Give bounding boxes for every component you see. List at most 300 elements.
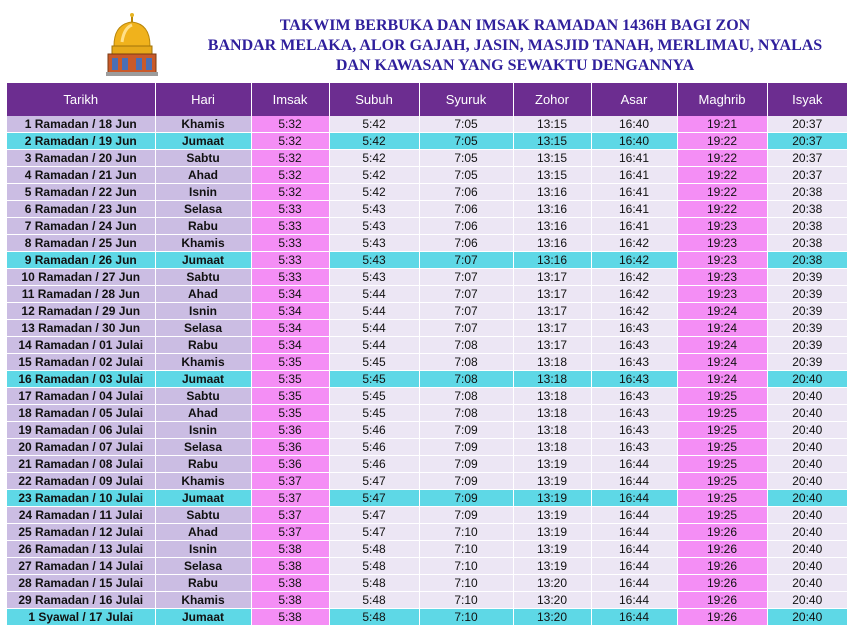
cell-asar: 16:44 — [591, 558, 677, 575]
cell-maghrib: 19:23 — [677, 286, 767, 303]
cell-isyak: 20:37 — [767, 116, 847, 133]
cell-maghrib: 19:25 — [677, 507, 767, 524]
cell-tarikh: 18 Ramadan / 05 Julai — [7, 405, 155, 422]
cell-isyak: 20:40 — [767, 388, 847, 405]
cell-imsak: 5:34 — [251, 320, 329, 337]
cell-maghrib: 19:26 — [677, 558, 767, 575]
cell-asar: 16:42 — [591, 303, 677, 320]
cell-maghrib: 19:22 — [677, 150, 767, 167]
cell-maghrib: 19:23 — [677, 269, 767, 286]
cell-tarikh: 24 Ramadan / 11 Julai — [7, 507, 155, 524]
table-row — [7, 116, 847, 133]
cell-asar: 16:41 — [591, 218, 677, 235]
cell-maghrib: 19:23 — [677, 235, 767, 252]
cell-isyak: 20:39 — [767, 354, 847, 371]
cell-hari: Khamis — [155, 354, 251, 371]
table-row — [7, 201, 847, 218]
cell-tarikh: 16 Ramadan / 03 Julai — [7, 371, 155, 388]
cell-tarikh: 9 Ramadan / 26 Jun — [7, 252, 155, 269]
cell-zohor: 13:18 — [513, 439, 591, 456]
header-row — [7, 83, 847, 116]
cell-subuh: 5:47 — [329, 490, 419, 507]
cell-imsak: 5:36 — [251, 422, 329, 439]
cell-subuh: 5:43 — [329, 201, 419, 218]
cell-hari: Jumaat — [155, 133, 251, 150]
table-row — [7, 456, 847, 473]
cell-subuh: 5:48 — [329, 609, 419, 626]
cell-imsak: 5:33 — [251, 269, 329, 286]
cell-syuruk: 7:08 — [419, 337, 513, 354]
cell-isyak: 20:40 — [767, 371, 847, 388]
cell-zohor: 13:18 — [513, 371, 591, 388]
cell-isyak: 20:40 — [767, 507, 847, 524]
cell-zohor: 13:15 — [513, 133, 591, 150]
cell-hari: Khamis — [155, 473, 251, 490]
cell-tarikh: 17 Ramadan / 04 Julai — [7, 388, 155, 405]
cell-zohor: 13:18 — [513, 354, 591, 371]
cell-syuruk: 7:10 — [419, 575, 513, 592]
cell-zohor: 13:20 — [513, 609, 591, 626]
cell-syuruk: 7:10 — [419, 558, 513, 575]
cell-tarikh: 6 Ramadan / 23 Jun — [7, 201, 155, 218]
cell-maghrib: 19:25 — [677, 405, 767, 422]
page-title — [170, 16, 854, 76]
cell-maghrib: 19:26 — [677, 575, 767, 592]
cell-isyak: 20:39 — [767, 303, 847, 320]
cell-subuh: 5:45 — [329, 354, 419, 371]
cell-hari: Selasa — [155, 320, 251, 337]
cell-tarikh: 7 Ramadan / 24 Jun — [7, 218, 155, 235]
cell-isyak: 20:39 — [767, 269, 847, 286]
cell-subuh: 5:46 — [329, 439, 419, 456]
cell-syuruk: 7:05 — [419, 167, 513, 184]
cell-maghrib: 19:26 — [677, 541, 767, 558]
cell-tarikh: 22 Ramadan / 09 Julai — [7, 473, 155, 490]
cell-tarikh: 11 Ramadan / 28 Jun — [7, 286, 155, 303]
cell-isyak: 20:40 — [767, 575, 847, 592]
cell-subuh: 5:47 — [329, 524, 419, 541]
cell-hari: Ahad — [155, 524, 251, 541]
cell-subuh: 5:48 — [329, 575, 419, 592]
cell-imsak: 5:36 — [251, 439, 329, 456]
cell-tarikh: 28 Ramadan / 15 Julai — [7, 575, 155, 592]
cell-tarikh: 25 Ramadan / 12 Julai — [7, 524, 155, 541]
cell-isyak: 20:40 — [767, 405, 847, 422]
cell-isyak: 20:40 — [767, 541, 847, 558]
cell-syuruk: 7:09 — [419, 456, 513, 473]
cell-maghrib: 19:25 — [677, 456, 767, 473]
cell-zohor: 13:19 — [513, 541, 591, 558]
table-row — [7, 337, 847, 354]
cell-asar: 16:44 — [591, 490, 677, 507]
cell-asar: 16:43 — [591, 439, 677, 456]
cell-tarikh: 2 Ramadan / 19 Jun — [7, 133, 155, 150]
table-row — [7, 320, 847, 337]
cell-syuruk: 7:06 — [419, 201, 513, 218]
cell-zohor: 13:17 — [513, 286, 591, 303]
table-row — [7, 235, 847, 252]
table-row — [7, 592, 847, 609]
cell-zohor: 13:16 — [513, 218, 591, 235]
cell-hari: Sabtu — [155, 388, 251, 405]
header-zohor: Zohor — [513, 83, 591, 116]
cell-subuh: 5:43 — [329, 235, 419, 252]
cell-asar: 16:41 — [591, 201, 677, 218]
cell-subuh: 5:47 — [329, 473, 419, 490]
table-row — [7, 507, 847, 524]
table-row — [7, 490, 847, 507]
cell-maghrib: 19:25 — [677, 490, 767, 507]
cell-zohor: 13:19 — [513, 490, 591, 507]
table-row — [7, 269, 847, 286]
cell-asar: 16:43 — [591, 337, 677, 354]
cell-imsak: 5:33 — [251, 218, 329, 235]
title-line-2: BANDAR MELAKA, ALOR GAJAH, JASIN, MASJID TANAH, MERLIMAU, NYALAS — [207, 37, 823, 54]
cell-maghrib: 19:26 — [677, 592, 767, 609]
cell-maghrib: 19:22 — [677, 184, 767, 201]
cell-imsak: 5:37 — [251, 473, 329, 490]
cell-zohor: 13:17 — [513, 303, 591, 320]
cell-hari: Isnin — [155, 422, 251, 439]
cell-syuruk: 7:08 — [419, 405, 513, 422]
cell-syuruk: 7:05 — [419, 150, 513, 167]
cell-imsak: 5:32 — [251, 184, 329, 201]
cell-maghrib: 19:23 — [677, 218, 767, 235]
cell-hari: Isnin — [155, 541, 251, 558]
cell-syuruk: 7:08 — [419, 388, 513, 405]
cell-zohor: 13:20 — [513, 575, 591, 592]
cell-asar: 16:44 — [591, 456, 677, 473]
table-row — [7, 609, 847, 626]
cell-asar: 16:42 — [591, 252, 677, 269]
table-row — [7, 218, 847, 235]
cell-subuh: 5:45 — [329, 371, 419, 388]
cell-imsak: 5:37 — [251, 524, 329, 541]
table-row — [7, 558, 847, 575]
cell-tarikh: 4 Ramadan / 21 Jun — [7, 167, 155, 184]
cell-zohor: 13:20 — [513, 592, 591, 609]
cell-subuh: 5:45 — [329, 388, 419, 405]
cell-hari: Rabu — [155, 456, 251, 473]
cell-tarikh: 10 Ramadan / 27 Jun — [7, 269, 155, 286]
header-tarikh: Tarikh — [7, 83, 155, 116]
cell-subuh: 5:42 — [329, 167, 419, 184]
cell-syuruk: 7:05 — [419, 133, 513, 150]
cell-asar: 16:44 — [591, 609, 677, 626]
cell-syuruk: 7:10 — [419, 541, 513, 558]
cell-asar: 16:40 — [591, 133, 677, 150]
cell-maghrib: 19:23 — [677, 252, 767, 269]
cell-imsak: 5:32 — [251, 150, 329, 167]
cell-syuruk: 7:06 — [419, 235, 513, 252]
cell-imsak: 5:32 — [251, 167, 329, 184]
table-row — [7, 150, 847, 167]
cell-syuruk: 7:08 — [419, 354, 513, 371]
cell-maghrib: 19:25 — [677, 439, 767, 456]
cell-asar: 16:44 — [591, 541, 677, 558]
table-row — [7, 388, 847, 405]
cell-tarikh: 15 Ramadan / 02 Julai — [7, 354, 155, 371]
cell-syuruk: 7:07 — [419, 320, 513, 337]
cell-zohor: 13:19 — [513, 558, 591, 575]
cell-isyak: 20:40 — [767, 524, 847, 541]
cell-isyak: 20:39 — [767, 286, 847, 303]
cell-maghrib: 19:22 — [677, 167, 767, 184]
cell-tarikh: 1 Syawal / 17 Julai — [7, 609, 155, 626]
cell-hari: Jumaat — [155, 252, 251, 269]
cell-subuh: 5:45 — [329, 405, 419, 422]
cell-asar: 16:41 — [591, 150, 677, 167]
header-isyak: Isyak — [767, 83, 847, 116]
cell-imsak: 5:38 — [251, 609, 329, 626]
table-row — [7, 371, 847, 388]
cell-subuh: 5:42 — [329, 150, 419, 167]
cell-isyak: 20:38 — [767, 235, 847, 252]
cell-asar: 16:42 — [591, 269, 677, 286]
cell-hari: Selasa — [155, 201, 251, 218]
cell-subuh: 5:42 — [329, 133, 419, 150]
cell-imsak: 5:33 — [251, 235, 329, 252]
cell-tarikh: 1 Ramadan / 18 Jun — [7, 116, 155, 133]
cell-tarikh: 13 Ramadan / 30 Jun — [7, 320, 155, 337]
cell-zohor: 13:18 — [513, 422, 591, 439]
cell-syuruk: 7:10 — [419, 592, 513, 609]
cell-hari: Ahad — [155, 167, 251, 184]
cell-zohor: 13:15 — [513, 116, 591, 133]
cell-tarikh: 29 Ramadan / 16 Julai — [7, 592, 155, 609]
cell-subuh: 5:48 — [329, 558, 419, 575]
cell-tarikh: 27 Ramadan / 14 Julai — [7, 558, 155, 575]
cell-isyak: 20:40 — [767, 422, 847, 439]
cell-isyak: 20:40 — [767, 592, 847, 609]
cell-tarikh: 19 Ramadan / 06 Julai — [7, 422, 155, 439]
cell-isyak: 20:38 — [767, 218, 847, 235]
cell-imsak: 5:35 — [251, 388, 329, 405]
cell-syuruk: 7:08 — [419, 371, 513, 388]
cell-hari: Khamis — [155, 592, 251, 609]
table-row — [7, 575, 847, 592]
cell-hari: Jumaat — [155, 371, 251, 388]
cell-syuruk: 7:07 — [419, 286, 513, 303]
cell-syuruk: 7:07 — [419, 269, 513, 286]
cell-zohor: 13:16 — [513, 201, 591, 218]
cell-imsak: 5:34 — [251, 337, 329, 354]
cell-hari: Rabu — [155, 337, 251, 354]
cell-subuh: 5:43 — [329, 252, 419, 269]
cell-asar: 16:44 — [591, 473, 677, 490]
cell-zohor: 13:15 — [513, 167, 591, 184]
cell-syuruk: 7:10 — [419, 609, 513, 626]
table-body — [7, 116, 847, 626]
cell-zohor: 13:17 — [513, 269, 591, 286]
cell-maghrib: 19:24 — [677, 354, 767, 371]
cell-asar: 16:43 — [591, 405, 677, 422]
cell-zohor: 13:17 — [513, 320, 591, 337]
cell-subuh: 5:44 — [329, 303, 419, 320]
cell-maghrib: 19:24 — [677, 337, 767, 354]
header-hari: Hari — [155, 83, 251, 116]
cell-subuh: 5:43 — [329, 218, 419, 235]
cell-hari: Selasa — [155, 558, 251, 575]
cell-tarikh: 3 Ramadan / 20 Jun — [7, 150, 155, 167]
cell-isyak: 20:40 — [767, 609, 847, 626]
cell-zohor: 13:18 — [513, 405, 591, 422]
header-asar: Asar — [591, 83, 677, 116]
cell-zohor: 13:15 — [513, 150, 591, 167]
cell-imsak: 5:35 — [251, 371, 329, 388]
cell-isyak: 20:40 — [767, 490, 847, 507]
cell-isyak: 20:37 — [767, 167, 847, 184]
cell-hari: Jumaat — [155, 609, 251, 626]
cell-isyak: 20:38 — [767, 184, 847, 201]
cell-isyak: 20:40 — [767, 558, 847, 575]
cell-asar: 16:43 — [591, 320, 677, 337]
cell-maghrib: 19:25 — [677, 388, 767, 405]
cell-subuh: 5:44 — [329, 286, 419, 303]
mosque-dome-icon — [104, 12, 160, 78]
cell-imsak: 5:34 — [251, 303, 329, 320]
cell-asar: 16:43 — [591, 422, 677, 439]
cell-asar: 16:42 — [591, 286, 677, 303]
cell-isyak: 20:37 — [767, 150, 847, 167]
cell-subuh: 5:46 — [329, 422, 419, 439]
cell-subuh: 5:43 — [329, 269, 419, 286]
cell-syuruk: 7:09 — [419, 490, 513, 507]
table-row — [7, 439, 847, 456]
table-row — [7, 405, 847, 422]
cell-subuh: 5:48 — [329, 592, 419, 609]
cell-imsak: 5:36 — [251, 456, 329, 473]
cell-imsak: 5:33 — [251, 201, 329, 218]
cell-zohor: 13:19 — [513, 507, 591, 524]
cell-maghrib: 19:26 — [677, 524, 767, 541]
cell-isyak: 20:39 — [767, 337, 847, 354]
cell-maghrib: 19:24 — [677, 303, 767, 320]
cell-isyak: 20:37 — [767, 133, 847, 150]
cell-asar: 16:43 — [591, 354, 677, 371]
table-row — [7, 524, 847, 541]
cell-maghrib: 19:22 — [677, 201, 767, 218]
cell-imsak: 5:37 — [251, 507, 329, 524]
cell-zohor: 13:16 — [513, 252, 591, 269]
cell-asar: 16:40 — [591, 116, 677, 133]
cell-syuruk: 7:06 — [419, 218, 513, 235]
header-maghrib: Maghrib — [677, 83, 767, 116]
table-row — [7, 133, 847, 150]
table-row — [7, 252, 847, 269]
table-row — [7, 303, 847, 320]
cell-hari: Ahad — [155, 286, 251, 303]
cell-tarikh: 8 Ramadan / 25 Jun — [7, 235, 155, 252]
cell-hari: Isnin — [155, 303, 251, 320]
cell-tarikh: 14 Ramadan / 01 Julai — [7, 337, 155, 354]
cell-syuruk: 7:06 — [419, 184, 513, 201]
header-subuh: Subuh — [329, 83, 419, 116]
cell-isyak: 20:40 — [767, 473, 847, 490]
cell-isyak: 20:40 — [767, 456, 847, 473]
cell-subuh: 5:48 — [329, 541, 419, 558]
cell-syuruk: 7:05 — [419, 116, 513, 133]
cell-isyak: 20:40 — [767, 439, 847, 456]
cell-imsak: 5:37 — [251, 490, 329, 507]
cell-asar: 16:44 — [591, 592, 677, 609]
title-line-1: TAKWIM BERBUKA DAN IMSAK RAMADAN 1436H BAGI ZON — [279, 17, 751, 34]
cell-hari: Sabtu — [155, 507, 251, 524]
cell-hari: Khamis — [155, 235, 251, 252]
cell-hari: Sabtu — [155, 269, 251, 286]
cell-hari: Rabu — [155, 575, 251, 592]
cell-maghrib: 19:26 — [677, 609, 767, 626]
cell-subuh: 5:44 — [329, 337, 419, 354]
cell-syuruk: 7:09 — [419, 439, 513, 456]
cell-zohor: 13:19 — [513, 473, 591, 490]
header-syuruk: Syuruk — [419, 83, 513, 116]
header-imsak: Imsak — [251, 83, 329, 116]
cell-asar: 16:43 — [591, 371, 677, 388]
cell-zohor: 13:17 — [513, 337, 591, 354]
cell-imsak: 5:38 — [251, 541, 329, 558]
cell-imsak: 5:33 — [251, 252, 329, 269]
cell-syuruk: 7:10 — [419, 524, 513, 541]
cell-tarikh: 23 Ramadan / 10 Julai — [7, 490, 155, 507]
cell-asar: 16:41 — [591, 167, 677, 184]
table-row — [7, 167, 847, 184]
cell-hari: Khamis — [155, 116, 251, 133]
cell-hari: Rabu — [155, 218, 251, 235]
cell-imsak: 5:38 — [251, 575, 329, 592]
cell-subuh: 5:46 — [329, 456, 419, 473]
cell-asar: 16:43 — [591, 388, 677, 405]
cell-asar: 16:44 — [591, 507, 677, 524]
cell-isyak: 20:38 — [767, 201, 847, 218]
cell-imsak: 5:38 — [251, 592, 329, 609]
cell-tarikh: 20 Ramadan / 07 Julai — [7, 439, 155, 456]
cell-subuh: 5:44 — [329, 320, 419, 337]
cell-asar: 16:42 — [591, 235, 677, 252]
cell-syuruk: 7:09 — [419, 473, 513, 490]
cell-hari: Isnin — [155, 184, 251, 201]
table-row — [7, 473, 847, 490]
cell-hari: Ahad — [155, 405, 251, 422]
cell-tarikh: 5 Ramadan / 22 Jun — [7, 184, 155, 201]
cell-zohor: 13:18 — [513, 388, 591, 405]
cell-imsak: 5:32 — [251, 133, 329, 150]
cell-subuh: 5:42 — [329, 116, 419, 133]
cell-subuh: 5:42 — [329, 184, 419, 201]
cell-imsak: 5:35 — [251, 405, 329, 422]
cell-tarikh: 26 Ramadan / 13 Julai — [7, 541, 155, 558]
cell-tarikh: 12 Ramadan / 29 Jun — [7, 303, 155, 320]
cell-hari: Selasa — [155, 439, 251, 456]
cell-imsak: 5:38 — [251, 558, 329, 575]
cell-subuh: 5:47 — [329, 507, 419, 524]
cell-maghrib: 19:25 — [677, 422, 767, 439]
cell-maghrib: 19:25 — [677, 473, 767, 490]
cell-asar: 16:41 — [591, 184, 677, 201]
cell-zohor: 13:19 — [513, 524, 591, 541]
cell-asar: 16:44 — [591, 524, 677, 541]
cell-imsak: 5:35 — [251, 354, 329, 371]
table-row — [7, 422, 847, 439]
cell-syuruk: 7:07 — [419, 303, 513, 320]
cell-tarikh: 21 Ramadan / 08 Julai — [7, 456, 155, 473]
cell-syuruk: 7:07 — [419, 252, 513, 269]
cell-syuruk: 7:09 — [419, 422, 513, 439]
cell-hari: Sabtu — [155, 150, 251, 167]
cell-maghrib: 19:21 — [677, 116, 767, 133]
title-line-3: DAN KAWASAN YANG SEWAKTU DENGANNYA — [335, 57, 695, 74]
cell-syuruk: 7:09 — [419, 507, 513, 524]
